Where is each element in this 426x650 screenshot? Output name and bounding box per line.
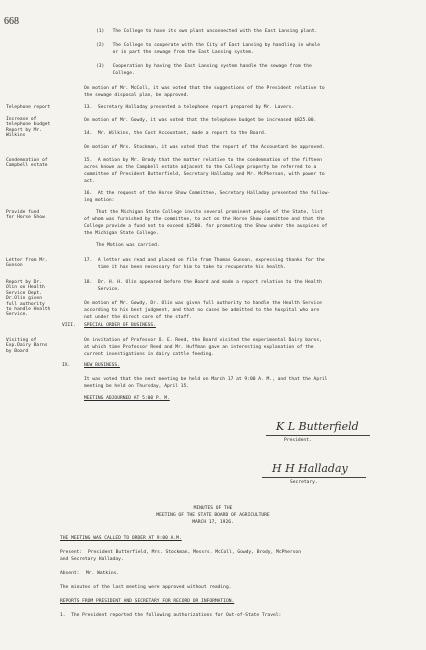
secretary-label: Secretary. [290, 480, 318, 485]
paragraph-line: current investigations in dairy cattle feeding. [84, 352, 214, 357]
secretary-signature-line [262, 477, 366, 478]
paragraph-line: committee of President Butterfield, Secretary Halladay and Mr. McPherson, with power to [84, 172, 325, 177]
margin-note-horse-show: Provide fund for Horse Show [6, 210, 45, 221]
paragraph-line: 14. Mr. Wilkins, the Cost Accountant, made a report to the Board. [84, 131, 267, 136]
paragraph-line: not under the direct care of the staff. [84, 315, 192, 320]
paragraph-line: Service. [84, 287, 120, 292]
margin-note-condemnation: Condemnation of Campbell estate [6, 158, 48, 169]
paragraph-line: On motion of Mrs. Stockman, it was voted that the report of the Accountant be approved. [84, 145, 325, 150]
paragraph-line: 18. Dr. H. H. Olin appeared before the Board and made a report relative to the Health [84, 280, 322, 285]
paragraph-line: the sewage disposal plan, be approved. [84, 93, 190, 98]
section-heading: REPORTS FROM PRESIDENT AND SECRETARY FOR RECORD OR INFORMATION. [60, 599, 235, 604]
paragraph-line: meeting be held on Thursday, April 15. [84, 384, 190, 389]
called-to-order: THE MEETING WAS CALLED TO ORDER AT 9:00 A.M. [60, 536, 182, 541]
minutes-title: MINUTES OF THE [193, 506, 233, 511]
paragraph-line: 13. Secretary Halladay presented a telephone report prepared by Mr. Lavers. [84, 105, 295, 110]
absent-value: Mr. Watkins. [86, 571, 120, 576]
paragraph-line: time it has been necessary for him to take to recuperate his health. [84, 265, 286, 270]
paragraph-line: It was voted that the next meeting be held on March 17 at 9:00 A. M., and that the April [84, 377, 328, 382]
paragraph-line: the Michigan State College. [84, 231, 159, 236]
paragraph-line: of whom was furnished by the committee, to act on the Horse Show committee and that the [84, 217, 325, 222]
paragraph-line: ing motion: [84, 198, 115, 203]
list-item: (3) Cooperation by having the East Lansing system handle the sewage from the [96, 64, 312, 69]
paragraph-line: 16. At the request of the Horse Show Committee, Secretary Halladay presented the follow- [84, 191, 331, 196]
absent-label: Absent: [60, 571, 80, 576]
present-label: Present: [60, 550, 83, 555]
adjournment-line: MEETING ADJOURNED AT 5:00 P. M. [84, 396, 170, 401]
paragraph-line: College provide a fund not to exceed $2500. for promoting the Show under the auspices of [84, 224, 328, 229]
paragraph-line: That the Michigan State College invite several prominent people of the State, list [96, 210, 323, 215]
paragraph-line: The minutes of the last meeting were approved without reading. [60, 585, 232, 590]
paragraph-line: 1. The President reported the following authorizations for Out-of-State Travel: [60, 613, 282, 618]
list-item: (1) The College to have its own plant unconnected with the East Lansing plant. [96, 29, 318, 34]
paragraph-line: according to his best judgment, and that no cases be admitted to the hospital who are [84, 308, 320, 313]
margin-note-dairy: Visiting of Exp.Dairy Barns by Board [6, 338, 48, 354]
margin-note-telephone: Telephone report [6, 105, 51, 110]
margin-note-olin: Report by Dr. Olin on Health Service Dept. Dr.Olin given full authority to handle Health Service. [6, 280, 51, 318]
margin-note-gunson: Letter from Mr. Gunson [6, 258, 48, 269]
paragraph-line: 15. A motion by Mr. Brody that the matter relative to the condemnation of the fifteen [84, 158, 322, 163]
paragraph-line: acres known as the Campbell estate adjacent to the College property be referred to a [84, 165, 317, 170]
section-number: IX. [62, 363, 71, 368]
paragraph-line: 17. A letter was read and placed on file from Thomas Gunson, expressing thanks for the [84, 258, 325, 263]
section-number: VIII. [62, 323, 76, 328]
paragraph-line: On motion of Mr. Gowdy, Dr. Olin was given full authority to handle the Health Service [84, 301, 322, 306]
margin-note-budget-wilkins: Increase of telephone budget Report by Mr. Wilkins [6, 117, 51, 139]
paragraph-line: On invitation of Professor O. E. Reed, the Board visited the experimental Dairy barns, [84, 338, 322, 343]
president-signature: K L Butterfield [276, 420, 359, 433]
present-value: President Butterfield, Mrs. Stockman, Messrs. McColl, Gowdy, Brody, McPherson [88, 550, 301, 555]
president-signature-line [266, 435, 370, 436]
section-heading: SPECIAL ORDER OF BUSINESS. [84, 323, 156, 328]
paragraph-line: On motion of Mr. Gowdy, it was voted that the telephone budget be increased $825.00. [84, 118, 317, 123]
list-item: or in part the sewage from the East Lansing system. [96, 50, 254, 55]
president-label: President. [284, 438, 312, 443]
minutes-date: MARCH 17, 1926. [192, 520, 234, 525]
secretary-signature: H H Halladay [272, 462, 348, 475]
section-heading: NEW BUSINESS. [84, 363, 120, 368]
paragraph-line: act. [84, 179, 96, 184]
paragraph-line: at which time Professor Reed and Mr. Huffman gave an interesting explanation of the [84, 345, 314, 350]
list-item: (2) The College to cooperate with the City of East Lansing by handling in whole [96, 43, 321, 48]
paragraph-line: The Motion was carried. [96, 243, 160, 248]
paragraph-line: On motion of Mr. McColl, it was voted that the suggestions of the President relative to [84, 86, 325, 91]
present-value-cont: and Secretary Halladay. [60, 557, 124, 562]
minutes-title-line2: MEETING OF THE STATE BOARD OF AGRICULTURE [156, 513, 270, 518]
list-item: College. [96, 71, 135, 76]
page-number: 668 [4, 16, 19, 27]
